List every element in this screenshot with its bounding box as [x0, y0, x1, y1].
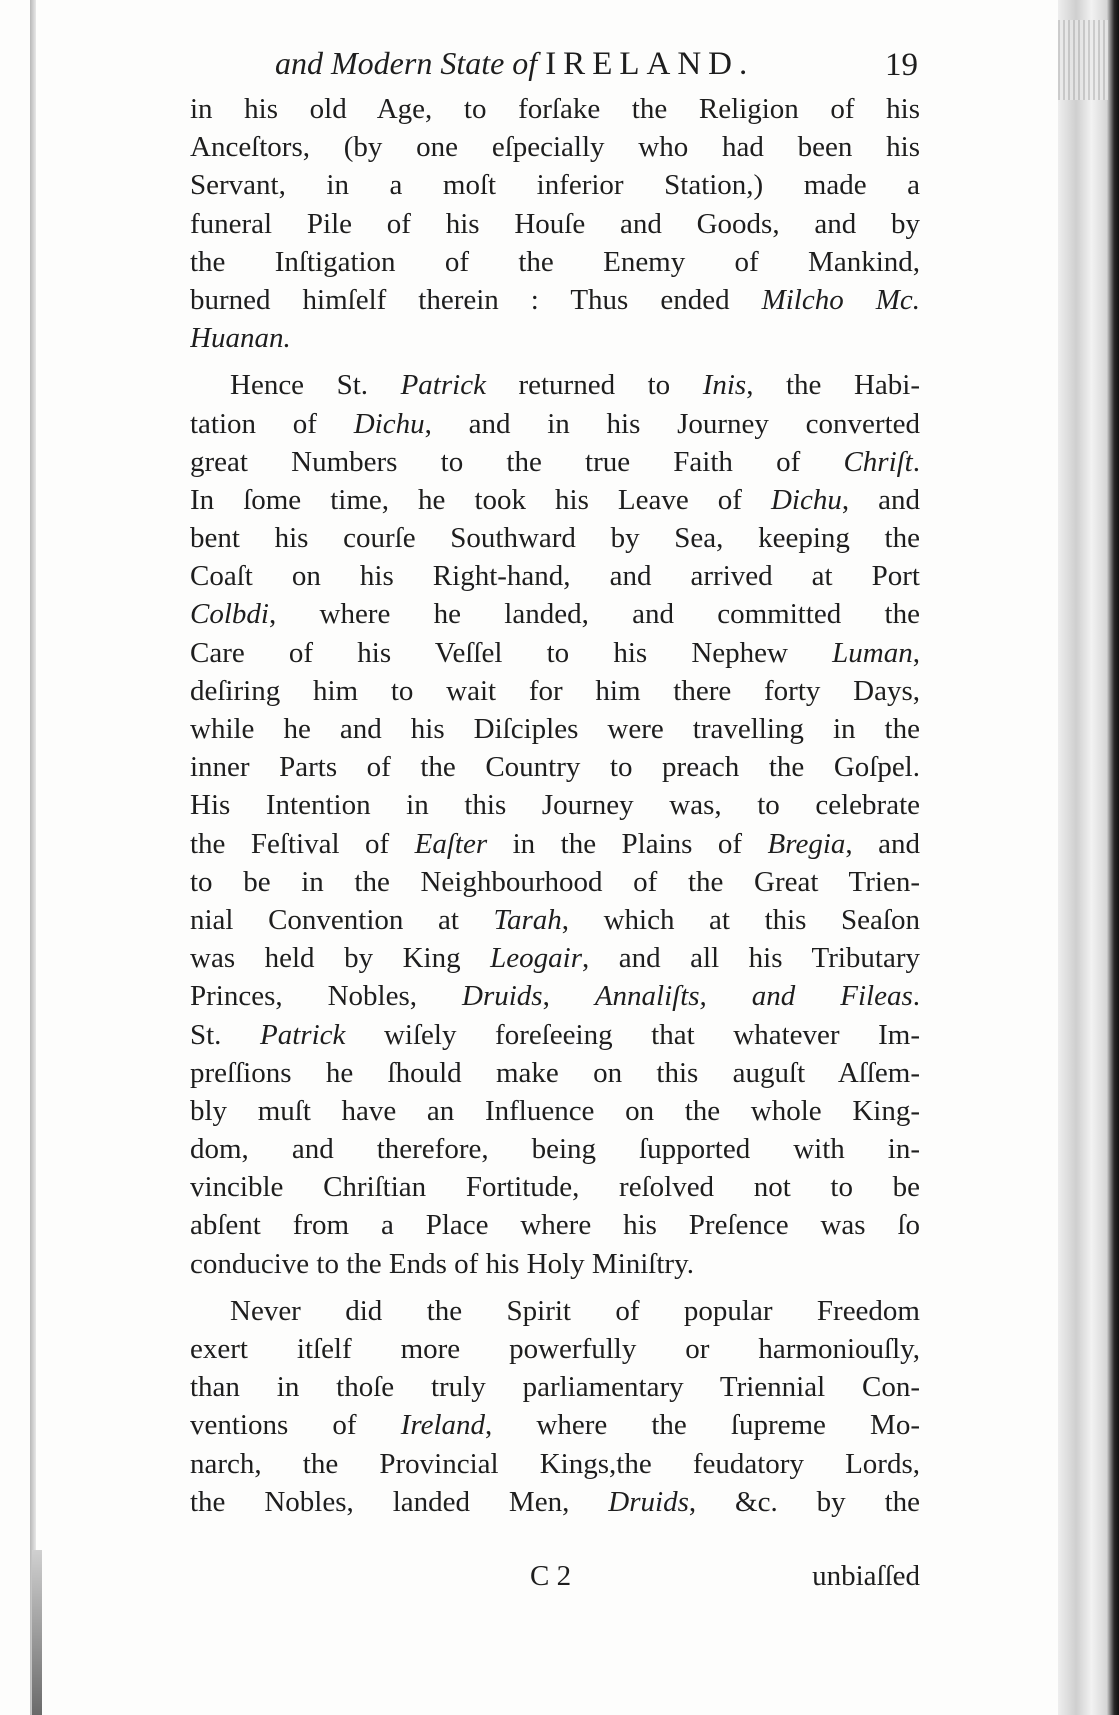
text-line: Coaſt on his Right-hand, and arrived at Port [190, 560, 920, 593]
page-edge-right-texture [1058, 20, 1108, 100]
running-header [190, 36, 920, 90]
running-title-caps: IRELAND. [545, 46, 755, 82]
text-line: nial Convention at Tarah, which at this Seaſon [190, 903, 920, 936]
page-edge-left [30, 0, 36, 1715]
text-line: His Intention in this Journey was, to celebrate [190, 789, 920, 822]
body-text [190, 90, 920, 1521]
text-line: tation of Dichu, and in his Journey converted [190, 407, 920, 440]
text-line: vincible Chriſtian Fortitude, reſolved not to be [190, 1171, 920, 1204]
text-line: Hence St. Patrick returned to Inis, the Habi- [230, 369, 920, 402]
text-line: while he and his Diſciples were travelling in the [190, 713, 920, 745]
text-line: burned himſelf therein : Thus ended Milcho Mc. [190, 283, 920, 316]
text-line: ventions of Ireland, where the ſupreme Mo- [190, 1409, 920, 1442]
text-line: Princes, Nobles, Druids, Annaliſts, and Fileas. [190, 980, 920, 1013]
text-line: to be in the Neighbourhood of the Great Trien- [190, 865, 920, 898]
text-line: preſſions he ſhould make on this auguſt Aſſem- [190, 1056, 920, 1089]
text-line: Care of his Veſſel to his Nephew Luman, [190, 636, 920, 669]
text-line: was held by King Leogair, and all his Tributary [190, 942, 920, 975]
text-line: than in thoſe truly parliamentary Triennial Con- [190, 1371, 920, 1404]
text-line: Servant, in a moſt inferior Station,) made a [190, 169, 920, 202]
text-line: inner Parts of the Country to preach the Goſpel. [190, 751, 920, 784]
text-line: the Inſtigation of the Enemy of Mankind, [190, 245, 920, 278]
running-title-italic: and Modern State of [275, 45, 538, 81]
text-line: the Nobles, landed Men, Druids, &c. by the [190, 1485, 920, 1518]
page-footer [190, 1556, 920, 1596]
text-line: Colbdi, where he landed, and committed the [190, 598, 920, 631]
text-line: narch, the Provincial Kings,the feudatory Lords, [190, 1447, 920, 1480]
signature-mark: C 2 [530, 1560, 572, 1592]
text-line: conducive to the Ends of his Holy Miniſtry. [190, 1247, 694, 1280]
text-line: bent his courſe Southward by Sea, keeping the [190, 522, 920, 555]
text-line: Huanan. [190, 322, 291, 355]
text-line: deſiring him to wait for him there forty Days, [190, 674, 920, 707]
text-line: St. Patrick wiſely foreſeeing that whatever Im- [190, 1018, 920, 1051]
page-edge-right [1058, 0, 1119, 1715]
text-line: in his old Age, to forſake the Religion of his [190, 93, 920, 125]
text-line: great Numbers to the true Faith of Chriſt. [190, 445, 920, 478]
running-title [275, 36, 754, 91]
text-line: funeral Pile of his Houſe and Goods, and by [190, 207, 920, 240]
page-edge-left-shadow [32, 1550, 42, 1715]
catchword: unbiaſſed [812, 1560, 920, 1592]
text-line: exert itſelf more powerfully or harmoniouſly, [190, 1333, 920, 1365]
text-line: In ſome time, he took his Leave of Dichu, and [190, 483, 920, 516]
text-line: dom, and therefore, being ſupported with in- [190, 1133, 920, 1166]
text-line: bly muſt have an Influence on the whole King- [190, 1094, 920, 1127]
text-line: Never did the Spirit of popular Freedom [230, 1294, 920, 1327]
text-line: abſent from a Place where his Preſence was ſo [190, 1209, 920, 1242]
text-line: Anceſtors, (by one eſpecially who had been his [190, 131, 920, 164]
text-line: the Feſtival of Eaſter in the Plains of Bregia, and [190, 827, 920, 860]
page-number: 19 [885, 47, 918, 83]
